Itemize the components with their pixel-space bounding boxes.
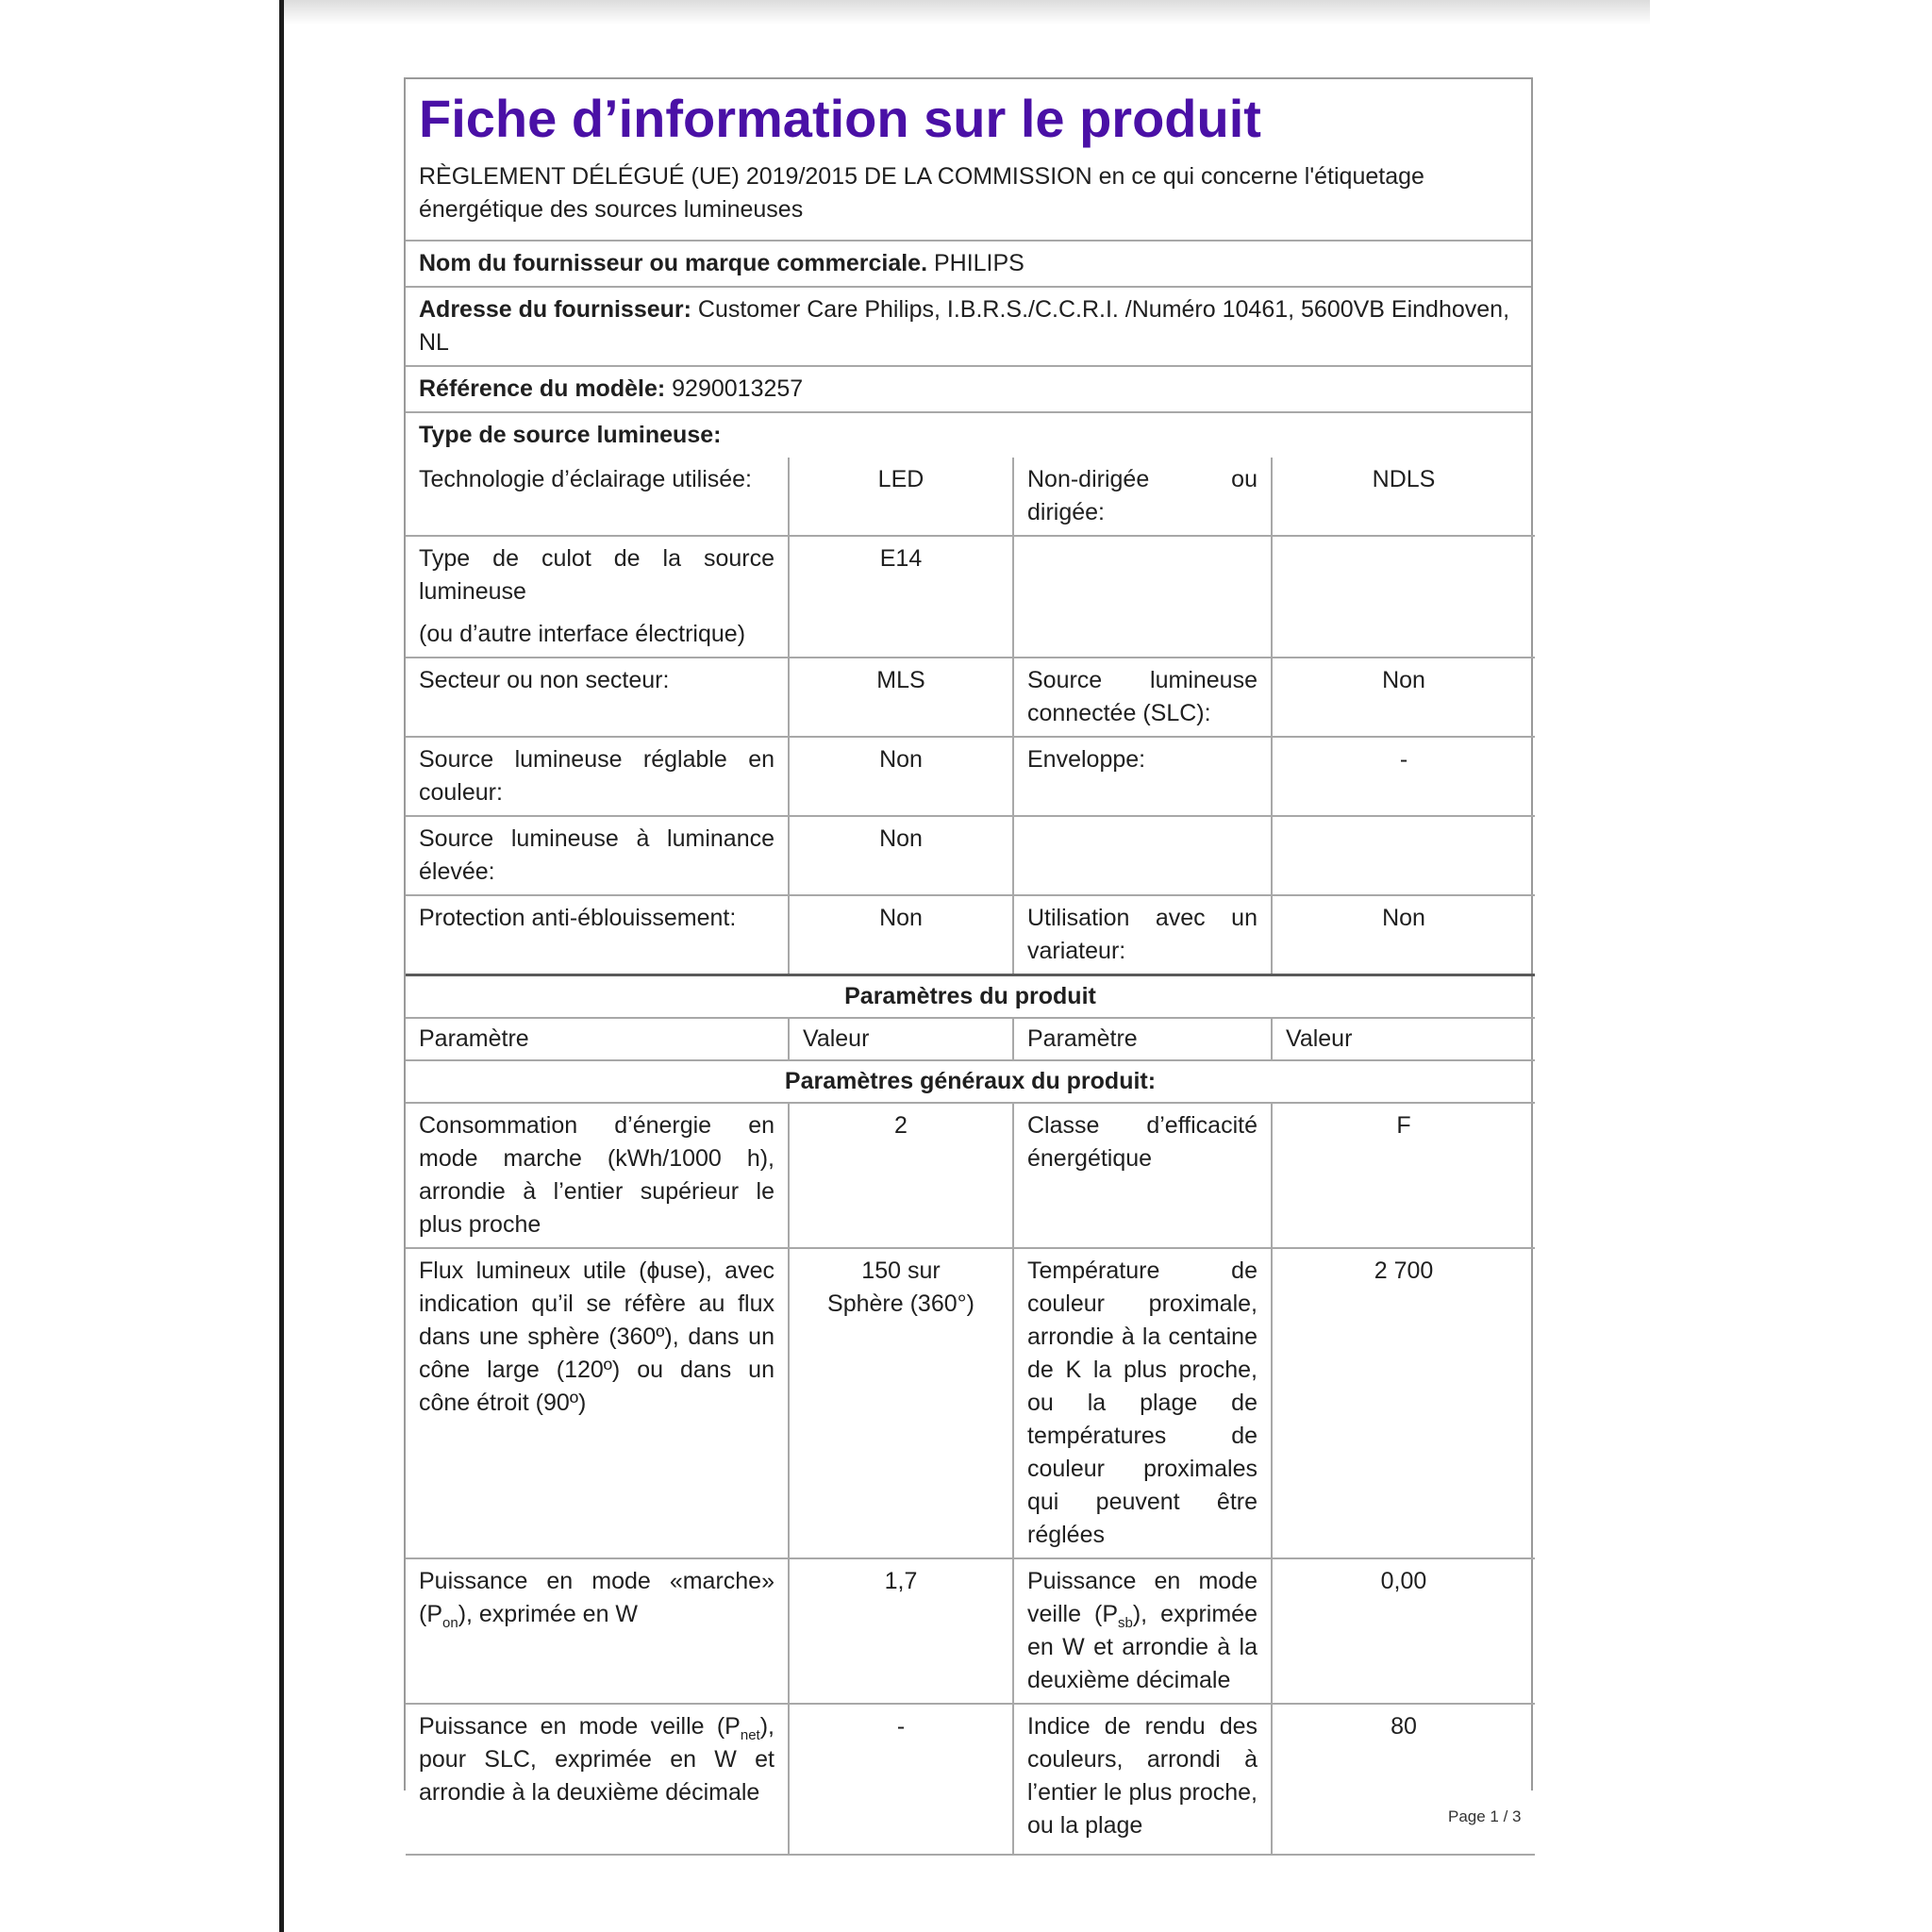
table-row <box>406 1018 1535 1060</box>
table-row <box>406 895 1535 975</box>
cell-label: Classe d’efficacité énergétique <box>1013 1103 1272 1248</box>
supplier-row <box>406 242 1531 288</box>
table-row <box>406 1558 1535 1704</box>
subscript: net <box>740 1727 760 1743</box>
cell-label: Consommation d’énergie en mode marche (kWh/1000 h), arrondie à l’entier supérieur le plus proche <box>406 1103 789 1248</box>
cell-label-line: Type de culot de la source lumineuse <box>419 545 774 605</box>
table-row <box>406 536 1535 658</box>
section-heading: Paramètres généraux du produit: <box>406 1060 1535 1103</box>
cell-value: 80 <box>1272 1704 1535 1855</box>
cell-label: Indice de rendu des couleurs, arrondi à l’entier le plus proche, ou la plage <box>1013 1704 1272 1855</box>
table-row <box>406 458 1535 536</box>
cell-value: - <box>789 1704 1013 1855</box>
cell-value: LED <box>789 458 1013 536</box>
cell-label-text: ), exprimée en W <box>458 1601 639 1627</box>
address-label: Adresse du fournisseur: <box>419 296 691 323</box>
page-top-shadow <box>284 0 1650 25</box>
subscript: on <box>442 1615 458 1631</box>
cell-label: Source lumineuse à luminance élevée: <box>406 816 789 895</box>
table-row <box>406 1248 1535 1558</box>
cell-label <box>1013 816 1272 895</box>
column-header: Paramètre <box>1013 1018 1272 1060</box>
cell-label-line: (ou d’autre interface électrique) <box>419 621 746 647</box>
cell-label: Utilisation avec un variateur: <box>1013 895 1272 975</box>
cell-label-text: Puissance en mode veille (P <box>1027 1568 1257 1627</box>
cell-label-text: ), pour SLC, exprimée en W et arrondie à la deuxième décimale <box>419 1713 774 1806</box>
cell-label <box>406 1704 789 1855</box>
cell-label: Secteur ou non secteur: <box>406 658 789 737</box>
cell-value: NDLS <box>1272 458 1535 536</box>
cell-label: Source lumineuse réglable en couleur: <box>406 737 789 816</box>
cell-value: Non <box>789 895 1013 975</box>
subscript: sb <box>1118 1615 1133 1631</box>
product-table <box>406 458 1535 1856</box>
cell-value: F <box>1272 1103 1535 1248</box>
table-row <box>406 737 1535 816</box>
cell-label: Protection anti-éblouissement: <box>406 895 789 975</box>
table-row <box>406 1103 1535 1248</box>
supplier-value: PHILIPS <box>933 250 1024 276</box>
section-heading: Paramètres du produit <box>406 975 1535 1019</box>
cell-value <box>1272 816 1535 895</box>
cell-label <box>1013 1558 1272 1704</box>
cell-value: MLS <box>789 658 1013 737</box>
light-source-type-heading: Type de source lumineuse: <box>419 422 722 448</box>
cell-label-text: ), exprimée en W et arrondie à la deuxième décimale <box>1027 1601 1257 1693</box>
table-row <box>406 658 1535 737</box>
regulation-text: RÈGLEMENT DÉLÉGUÉ (UE) 2019/2015 DE LA COMMISSION en ce qui concerne l'étiquetage énergétique des sources lumineuses <box>406 157 1531 242</box>
cell-value: 2 <box>789 1103 1013 1248</box>
cell-value <box>789 1248 1013 1558</box>
cell-value-line: 150 sur <box>861 1257 941 1284</box>
table-row <box>406 975 1535 1019</box>
address-value: Customer Care Philips, I.B.R.S./C.C.R.I. /Numéro 10461, 5600VB Eindhoven, NL <box>419 296 1510 356</box>
cell-label: Source lumineuse connectée (SLC): <box>1013 658 1272 737</box>
cell-value: E14 <box>789 536 1013 658</box>
cell-label <box>406 1558 789 1704</box>
table-row <box>406 816 1535 895</box>
cell-label: Température de couleur proximale, arrondie à la centaine de K la plus proche, ou la plage de températures de couleur proximales qui peuvent être réglées <box>1013 1248 1272 1558</box>
model-label: Référence du modèle: <box>419 375 666 402</box>
cell-value: 1,7 <box>789 1558 1013 1704</box>
column-header: Valeur <box>1272 1018 1535 1060</box>
page-number: Page 1 / 3 <box>1448 1807 1522 1825</box>
column-header: Paramètre <box>406 1018 789 1060</box>
cell-value: Non <box>1272 658 1535 737</box>
cell-value: Non <box>789 816 1013 895</box>
viewer-left-border <box>279 0 284 1932</box>
viewer-edge <box>0 0 3 1932</box>
table-row <box>406 1704 1535 1855</box>
column-header: Valeur <box>789 1018 1013 1060</box>
cell-value: Non <box>1272 895 1535 975</box>
table-row <box>406 1060 1535 1103</box>
cell-label: Technologie d’éclairage utilisée: <box>406 458 789 536</box>
cell-label-text: Puissance en mode veille (P <box>419 1713 741 1740</box>
cell-label: Flux lumineux utile (ɸuse), avec indication qu’il se réfère au flux dans une sphère (360º), dans un cône large (120º) ou dans un cône étroit (90º) <box>406 1248 789 1558</box>
cell-value <box>1272 536 1535 658</box>
model-row <box>406 367 1531 413</box>
cell-label: Enveloppe: <box>1013 737 1272 816</box>
cell-value-line: Sphère (360°) <box>827 1291 974 1317</box>
cell-value: 0,00 <box>1272 1558 1535 1704</box>
page-title: Fiche d’information sur le produit <box>419 89 1261 148</box>
cell-label <box>406 536 789 658</box>
cell-value: Non <box>789 737 1013 816</box>
cell-value: - <box>1272 737 1535 816</box>
model-value: 9290013257 <box>672 375 804 402</box>
cell-label-text: Puissance en mode «marche» (P <box>419 1568 774 1627</box>
address-row <box>406 288 1531 367</box>
cell-value: 2 700 <box>1272 1248 1535 1558</box>
cell-label <box>1013 536 1272 658</box>
supplier-label: Nom du fournisseur ou marque commerciale. <box>419 250 928 276</box>
cell-label: Non-dirigée ou dirigée: <box>1013 458 1272 536</box>
